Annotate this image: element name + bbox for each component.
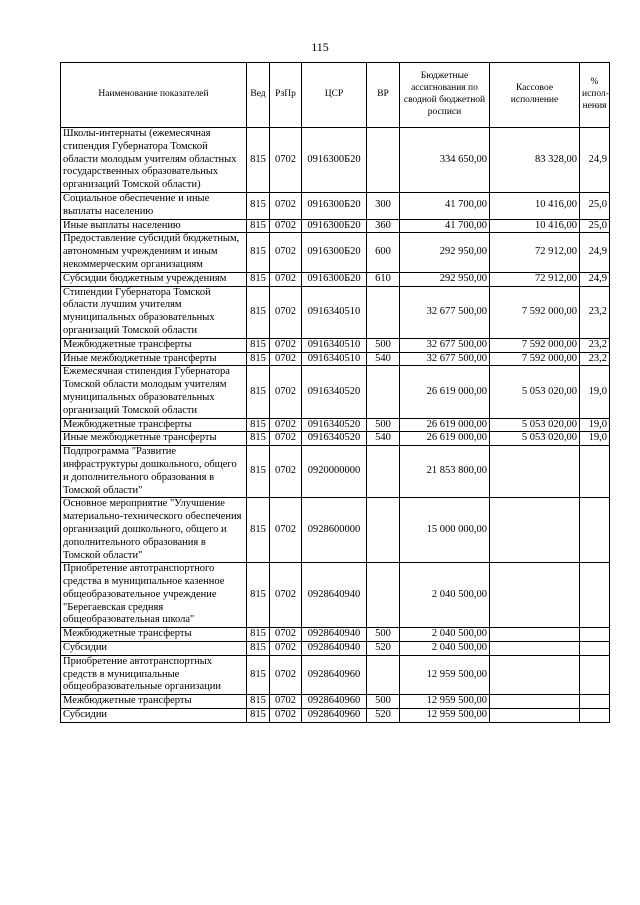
- row-csr-cell: 0916340520: [302, 432, 367, 446]
- row-ved-cell: 815: [247, 233, 270, 272]
- row-percent-cell: [580, 709, 610, 723]
- row-rzpr-cell: 0702: [270, 709, 302, 723]
- table-row: [61, 272, 610, 286]
- row-percent-cell: [580, 695, 610, 709]
- row-vr-cell: [367, 128, 400, 193]
- row-name-cell: Субсидии: [61, 709, 247, 723]
- row-rzpr-cell: 0702: [270, 446, 302, 498]
- row-vr-cell: 610: [367, 272, 400, 286]
- row-rzpr-cell: 0702: [270, 338, 302, 352]
- row-rzpr-cell: 0702: [270, 498, 302, 563]
- row-name-cell: Стипендии Губернатора Томской области лучшим учителям муниципальных образовательных организаций Томской области: [61, 286, 247, 338]
- row-name-cell: Межбюджетные трансферты: [61, 695, 247, 709]
- row-rzpr-cell: 0702: [270, 628, 302, 642]
- row-vr-cell: [367, 286, 400, 338]
- row-cash-cell: [490, 628, 580, 642]
- row-rzpr-cell: 0702: [270, 655, 302, 694]
- row-vr-cell: 500: [367, 418, 400, 432]
- row-rzpr-cell: 0702: [270, 128, 302, 193]
- row-name-cell: Ежемесячная стипендия Губернатора Томской области молодым учителям муниципальных образовательных организаций Томской области: [61, 366, 247, 418]
- row-cash-cell: 5 053 020,00: [490, 366, 580, 418]
- row-name-cell: Иные выплаты населению: [61, 219, 247, 233]
- row-ved-cell: 815: [247, 366, 270, 418]
- table-row: [61, 128, 610, 193]
- row-cash-cell: 83 328,00: [490, 128, 580, 193]
- row-ved-cell: 815: [247, 655, 270, 694]
- row-vr-cell: 500: [367, 338, 400, 352]
- row-ved-cell: 815: [247, 642, 270, 656]
- row-rzpr-cell: 0702: [270, 272, 302, 286]
- row-assignment-cell: 41 700,00: [400, 219, 490, 233]
- row-vr-cell: 500: [367, 695, 400, 709]
- row-name-cell: Субсидии бюджетным учреждениям: [61, 272, 247, 286]
- row-assignment-cell: 334 650,00: [400, 128, 490, 193]
- table-row: [61, 432, 610, 446]
- table-row: [61, 352, 610, 366]
- row-percent-cell: 25,0: [580, 219, 610, 233]
- row-cash-cell: [490, 655, 580, 694]
- row-name-cell: Приобретение автотранспортного средства в муниципальное казенное общеобразовательное учреждение "Берегаевская средняя общеобразовательная школа": [61, 563, 247, 628]
- row-cash-cell: 10 416,00: [490, 219, 580, 233]
- table-row: [61, 219, 610, 233]
- col-header-vr: ВР: [367, 63, 400, 128]
- row-csr-cell: 0928640960: [302, 655, 367, 694]
- row-assignment-cell: 32 677 500,00: [400, 338, 490, 352]
- col-header-name: Наименование показателей: [61, 63, 247, 128]
- row-cash-cell: [490, 446, 580, 498]
- row-assignment-cell: 2 040 500,00: [400, 563, 490, 628]
- table-row: [61, 338, 610, 352]
- row-vr-cell: [367, 366, 400, 418]
- table-row: [61, 446, 610, 498]
- table-row: [61, 563, 610, 628]
- col-header-rzpr: РзПр: [270, 63, 302, 128]
- row-cash-cell: [490, 709, 580, 723]
- row-csr-cell: 0916340520: [302, 418, 367, 432]
- budget-execution-table: [60, 62, 610, 723]
- row-name-cell: Предоставление субсидий бюджетным, автономным учреждениям и иным некоммерческим организациям: [61, 233, 247, 272]
- table-header-row: [61, 63, 610, 128]
- row-name-cell: Школы-интернаты (ежемесячная стипендия Губернатора Томской области молодым учителям областных государственных образовательных организаций Томской области): [61, 128, 247, 193]
- row-csr-cell: 0916300Б20: [302, 272, 367, 286]
- col-header-cash-execution: Кассовое исполнение: [490, 63, 580, 128]
- row-percent-cell: 19,0: [580, 418, 610, 432]
- row-ved-cell: 815: [247, 432, 270, 446]
- row-assignment-cell: 292 950,00: [400, 272, 490, 286]
- row-assignment-cell: 26 619 000,00: [400, 432, 490, 446]
- col-header-csr: ЦСР: [302, 63, 367, 128]
- row-name-cell: Иные межбюджетные трансферты: [61, 352, 247, 366]
- row-csr-cell: 0916300Б20: [302, 233, 367, 272]
- row-vr-cell: 500: [367, 628, 400, 642]
- row-percent-cell: 25,0: [580, 192, 610, 219]
- row-assignment-cell: 26 619 000,00: [400, 418, 490, 432]
- col-header-percent: % испол-нения: [580, 63, 610, 128]
- row-ved-cell: 815: [247, 286, 270, 338]
- row-name-cell: Социальное обеспечение и иные выплаты населению: [61, 192, 247, 219]
- row-ved-cell: 815: [247, 192, 270, 219]
- row-cash-cell: 5 053 020,00: [490, 418, 580, 432]
- row-csr-cell: 0916340520: [302, 366, 367, 418]
- row-percent-cell: 23,2: [580, 338, 610, 352]
- row-cash-cell: [490, 563, 580, 628]
- table-row: [61, 642, 610, 656]
- row-rzpr-cell: 0702: [270, 432, 302, 446]
- row-ved-cell: 815: [247, 709, 270, 723]
- row-vr-cell: 360: [367, 219, 400, 233]
- row-rzpr-cell: 0702: [270, 418, 302, 432]
- row-rzpr-cell: 0702: [270, 366, 302, 418]
- row-csr-cell: 0916300Б20: [302, 192, 367, 219]
- row-rzpr-cell: 0702: [270, 695, 302, 709]
- row-rzpr-cell: 0702: [270, 233, 302, 272]
- row-name-cell: Подпрограмма "Развитие инфраструктуры дошкольного, общего и дополнительного образования в Томской области": [61, 446, 247, 498]
- row-percent-cell: [580, 642, 610, 656]
- row-name-cell: Межбюджетные трансферты: [61, 418, 247, 432]
- row-assignment-cell: 12 959 500,00: [400, 695, 490, 709]
- row-cash-cell: 5 053 020,00: [490, 432, 580, 446]
- row-cash-cell: 72 912,00: [490, 272, 580, 286]
- row-assignment-cell: 15 000 000,00: [400, 498, 490, 563]
- row-csr-cell: 0916300Б20: [302, 219, 367, 233]
- row-name-cell: Приобретение автотранспортных средств в муниципальные общеобразовательные организации: [61, 655, 247, 694]
- row-assignment-cell: 32 677 500,00: [400, 352, 490, 366]
- col-header-ved: Вед: [247, 63, 270, 128]
- row-vr-cell: [367, 498, 400, 563]
- table-row: [61, 695, 610, 709]
- row-vr-cell: [367, 563, 400, 628]
- row-csr-cell: 0928640960: [302, 695, 367, 709]
- row-percent-cell: 19,0: [580, 432, 610, 446]
- row-ved-cell: 815: [247, 446, 270, 498]
- row-vr-cell: 520: [367, 709, 400, 723]
- row-cash-cell: 10 416,00: [490, 192, 580, 219]
- row-csr-cell: 0916340510: [302, 338, 367, 352]
- row-ved-cell: 815: [247, 352, 270, 366]
- row-cash-cell: 7 592 000,00: [490, 338, 580, 352]
- table-row: [61, 286, 610, 338]
- row-cash-cell: 7 592 000,00: [490, 286, 580, 338]
- row-name-cell: Основное мероприятие "Улучшение материально-технического обеспечения организаций дошкольного, общего и дополнительного образования в Томской области": [61, 498, 247, 563]
- row-rzpr-cell: 0702: [270, 642, 302, 656]
- table-row: [61, 498, 610, 563]
- row-vr-cell: 520: [367, 642, 400, 656]
- col-header-assignments: Бюджетные ассигнования по сводной бюджетной росписи: [400, 63, 490, 128]
- row-assignment-cell: 292 950,00: [400, 233, 490, 272]
- row-assignment-cell: 12 959 500,00: [400, 655, 490, 694]
- row-assignment-cell: 21 853 800,00: [400, 446, 490, 498]
- row-rzpr-cell: 0702: [270, 352, 302, 366]
- row-assignment-cell: 26 619 000,00: [400, 366, 490, 418]
- row-percent-cell: 19,0: [580, 366, 610, 418]
- row-percent-cell: [580, 563, 610, 628]
- row-name-cell: Межбюджетные трансферты: [61, 338, 247, 352]
- row-percent-cell: 24,9: [580, 233, 610, 272]
- table-row: [61, 233, 610, 272]
- row-ved-cell: 815: [247, 563, 270, 628]
- row-cash-cell: [490, 498, 580, 563]
- row-ved-cell: 815: [247, 628, 270, 642]
- row-vr-cell: 600: [367, 233, 400, 272]
- row-assignment-cell: 41 700,00: [400, 192, 490, 219]
- row-name-cell: Иные межбюджетные трансферты: [61, 432, 247, 446]
- table-row: [61, 366, 610, 418]
- row-assignment-cell: 2 040 500,00: [400, 628, 490, 642]
- table-row: [61, 628, 610, 642]
- row-rzpr-cell: 0702: [270, 219, 302, 233]
- row-rzpr-cell: 0702: [270, 563, 302, 628]
- row-ved-cell: 815: [247, 418, 270, 432]
- row-csr-cell: 0916340510: [302, 286, 367, 338]
- row-csr-cell: 0928640960: [302, 709, 367, 723]
- table-row: [61, 192, 610, 219]
- row-cash-cell: [490, 642, 580, 656]
- row-cash-cell: 7 592 000,00: [490, 352, 580, 366]
- row-vr-cell: [367, 655, 400, 694]
- row-vr-cell: [367, 446, 400, 498]
- row-percent-cell: [580, 655, 610, 694]
- row-percent-cell: [580, 628, 610, 642]
- row-ved-cell: 815: [247, 695, 270, 709]
- row-assignment-cell: 2 040 500,00: [400, 642, 490, 656]
- row-ved-cell: 815: [247, 272, 270, 286]
- table-row: [61, 655, 610, 694]
- row-vr-cell: 300: [367, 192, 400, 219]
- row-percent-cell: 24,9: [580, 128, 610, 193]
- row-ved-cell: 815: [247, 219, 270, 233]
- row-assignment-cell: 32 677 500,00: [400, 286, 490, 338]
- table-row: [61, 709, 610, 723]
- row-csr-cell: 0916340510: [302, 352, 367, 366]
- row-assignment-cell: 12 959 500,00: [400, 709, 490, 723]
- row-csr-cell: 0928640940: [302, 628, 367, 642]
- row-percent-cell: [580, 446, 610, 498]
- row-vr-cell: 540: [367, 352, 400, 366]
- row-percent-cell: 23,2: [580, 286, 610, 338]
- row-csr-cell: 0916300Б20: [302, 128, 367, 193]
- row-percent-cell: [580, 498, 610, 563]
- row-ved-cell: 815: [247, 498, 270, 563]
- row-csr-cell: 0928640940: [302, 563, 367, 628]
- row-cash-cell: 72 912,00: [490, 233, 580, 272]
- row-csr-cell: 0928600000: [302, 498, 367, 563]
- row-percent-cell: 24,9: [580, 272, 610, 286]
- row-ved-cell: 815: [247, 128, 270, 193]
- row-name-cell: Субсидии: [61, 642, 247, 656]
- row-ved-cell: 815: [247, 338, 270, 352]
- row-csr-cell: 0920000000: [302, 446, 367, 498]
- row-cash-cell: [490, 695, 580, 709]
- row-vr-cell: 540: [367, 432, 400, 446]
- row-name-cell: Межбюджетные трансферты: [61, 628, 247, 642]
- page-number: 115: [311, 40, 329, 54]
- row-csr-cell: 0928640940: [302, 642, 367, 656]
- row-rzpr-cell: 0702: [270, 192, 302, 219]
- table-row: [61, 418, 610, 432]
- row-percent-cell: 23,2: [580, 352, 610, 366]
- row-rzpr-cell: 0702: [270, 286, 302, 338]
